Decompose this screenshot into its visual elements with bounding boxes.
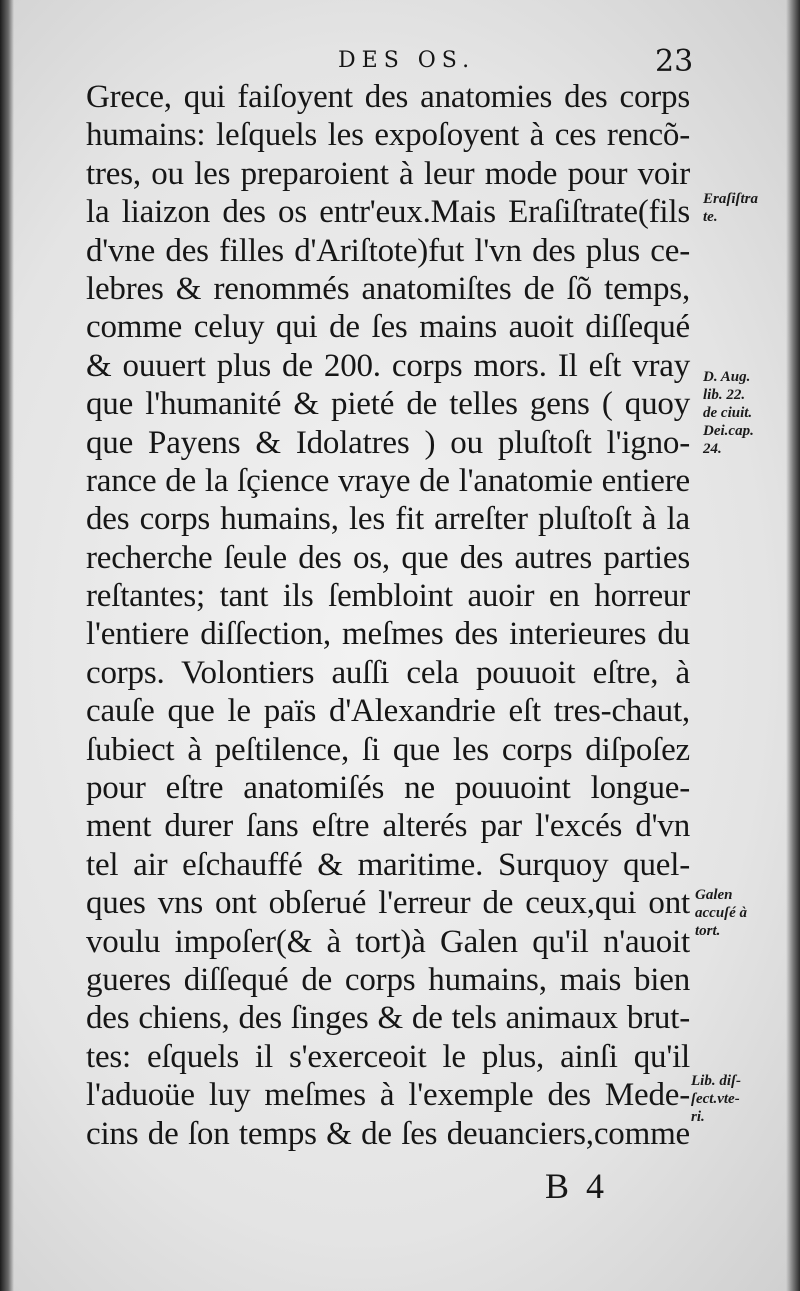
page-edge-shadow-left [0,0,14,1291]
text-line: lebres & renommés anatomiſtes de ſõ temps, [86,270,690,307]
text-line: des corps humains, les fit arreſter pluſtoſt à la [86,501,690,538]
text-line: d'vne des filles d'Ariſtote)fut l'vn des plus ce- [86,232,690,269]
margin-note-augustin [703,368,754,458]
margin-note-line: 24. [703,441,722,457]
running-title: DES OS. [338,48,476,73]
page-edge-shadow-right [786,0,800,1291]
margin-note-line: D. Aug. [703,369,751,385]
margin-note-line: te. [703,209,718,225]
text-line: cins de ſon temps & de ſes deuanciers,comme [86,1115,690,1152]
text-line: recherche ſeule des os, que des autres parties [86,539,690,576]
margin-note-line: tort. [695,923,721,939]
body-text [86,78,696,1153]
text-line: gueres diſſequé de corps humains, mais bien [86,961,690,998]
text-line: la liaizon des os entr'eux.Mais Eraſiſtrate(fils [86,194,690,231]
text-line: reſtantes; tant ils ſembloint auoir en horreur [86,578,690,615]
margin-note-lib-dissect [691,1072,741,1126]
margin-note-line: ſect.vte- [691,1091,740,1107]
text-line: comme celuy qui de ſes mains auoit diſſequé [86,309,690,346]
margin-note-erasistrate [703,190,758,226]
margin-note-line: ri. [691,1109,705,1125]
page-number: 23 [655,44,694,79]
margin-note-line: Eraſiſtra [703,191,759,207]
text-line: que l'humanité & pieté de telles gens ( quoy [86,386,690,423]
text-line: l'aduoüe luy meſmes à l'exemple des Mede- [86,1077,690,1114]
margin-note-line: de ciuit. [703,405,753,421]
margin-note-line: Dei.cap. [703,423,754,439]
text-line: des chiens, des ſinges & de tels animaux brut- [86,1000,690,1037]
text-line: pour eſtre anatomiſés ne pouuoint longue- [86,770,690,807]
text-line: l'entiere diſſection, meſmes des interieures du [86,616,690,653]
text-line: tes: eſquels il s'exerceoit le plus, ainſi qu'il [86,1038,690,1075]
margin-note-line: Galen [695,887,733,903]
margin-note-line: Lib. diſ- [691,1073,741,1089]
text-line: ment durer ſans eſtre alterés par l'excés d'vn [86,808,690,845]
margin-note-galen [695,886,747,940]
text-line: Grece, qui faiſoyent des anatomies des corps [86,79,690,115]
margin-note-line: lib. 22. [703,387,746,403]
text-line: ques vns ont obſerué l'erreur de ceux,qui ont [86,885,690,922]
text-line: corps. Volontiers auſſi cela pouuoit eſtre, à [86,654,690,691]
text-line: tel air eſchauffé & maritime. Surquoy quel- [86,846,690,883]
text-line: cauſe que le païs d'Alexandrie eſt tres-chaut, [86,693,690,730]
text-line: ſubiect à peſtilence, ſi que les corps diſpoſez [86,731,690,768]
text-line: que Payens & Idolatres ) ou pluſtoſt l'igno- [86,424,690,461]
signature-mark: B 4 [545,1166,609,1206]
text-line: voulu impoſer(& à tort)à Galen qu'il n'auoit [86,923,690,960]
margin-note-line: accuſé à [695,905,748,921]
text-line: & ouuert plus de 200. corps mors. Il eſt vray [86,347,690,384]
text-line: humains: leſquels les expoſoyent à ces rencõ- [86,117,690,154]
text-line: tres, ou les preparoient à leur mode pour voir [86,155,690,192]
text-line: rance de la ſçience vraye de l'anatomie entiere [86,462,690,499]
